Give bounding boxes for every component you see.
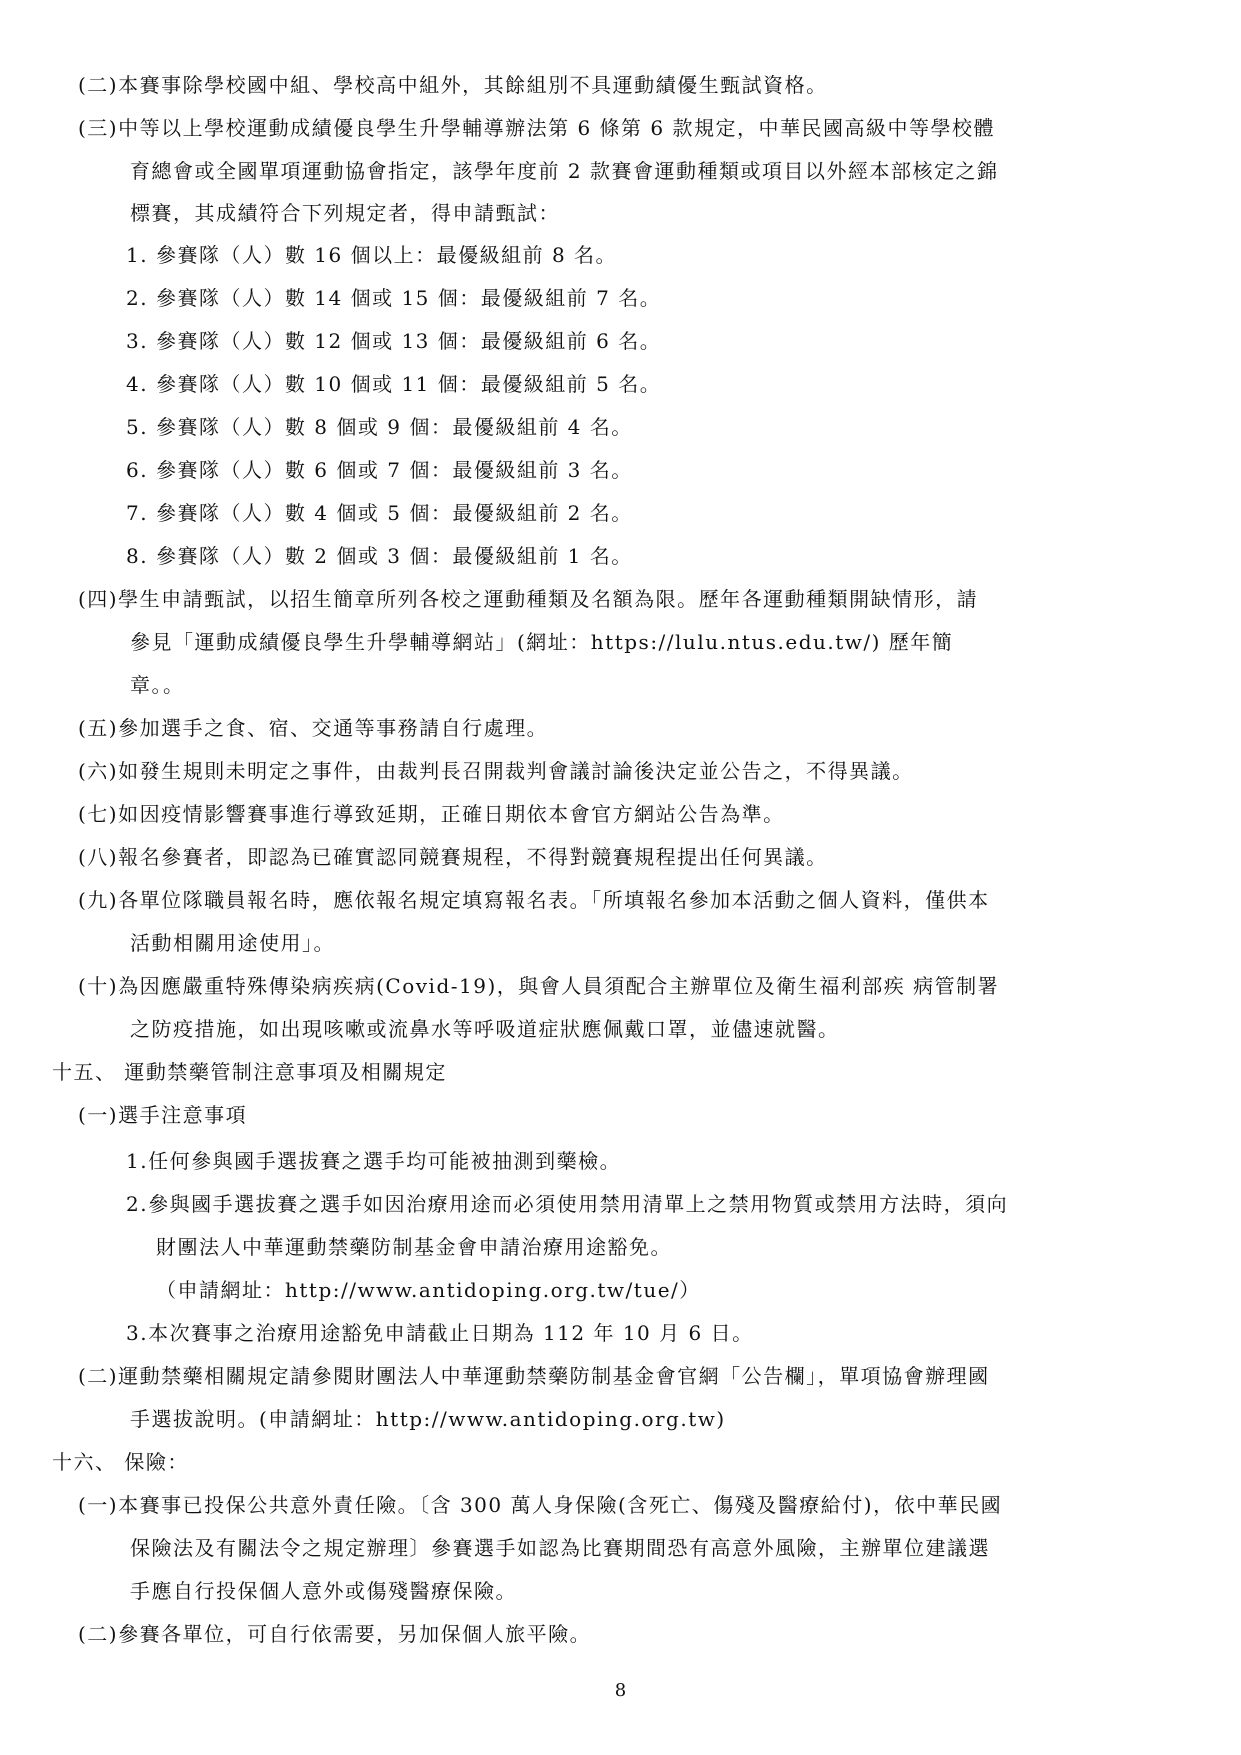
doping-note-2-line-1: 2.參與國手選拔賽之選手如因治療用途而必須使用禁用清單上之禁用物質或禁用方法時，須向 — [126, 1192, 1009, 1216]
item-3-line-2: 育總會或全國單項運動協會指定，該學年度前 2 款賽會運動種類或項目以外經本部核定之錦 — [130, 159, 999, 183]
section-16-heading: 十六、 保險： — [52, 1450, 189, 1474]
insurance-item-1-line-3: 手應自行投保個人意外或傷殘醫療保險。 — [130, 1579, 517, 1603]
insurance-item-1-line-2: 保險法及有關法令之規定辦理〕參賽選手如認為比賽期間恐有高意外風險，主辦單位建議選 — [130, 1536, 990, 1560]
ranking-rule-3: 3. 參賽隊（人）數 12 個或 13 個：最優級組前 6 名。 — [126, 329, 662, 353]
ranking-rule-4: 4. 參賽隊（人）數 10 個或 11 個：最優級組前 5 名。 — [126, 372, 662, 396]
ranking-rule-7: 7. 參賽隊（人）數 4 個或 5 個：最優級組前 2 名。 — [126, 501, 633, 525]
item-7: (七)如因疫情影響賽事進行導致延期，正確日期依本會官方網站公告為準。 — [78, 802, 785, 826]
doping-note-2-url: （申請網址：http://www.antidoping.org.tw/tue/） — [156, 1278, 701, 1302]
item-3-line-1: (三)中等以上學校運動成績優良學生升學輔導辦法第 6 條第 6 款規定，中華民國高級中等學校體 — [78, 116, 995, 140]
section-15-item-1: (一)選手注意事項 — [78, 1103, 248, 1127]
item-2-eligibility: (二)本賽事除學校國中組、學校高中組外，其餘組別不具運動績優生甄試資格。 — [78, 73, 828, 97]
ranking-rule-1: 1. 參賽隊（人）數 16 個以上：最優級組前 8 名。 — [126, 243, 618, 267]
item-8: (八)報名參賽者，即認為已確實認同競賽規程，不得對競賽規程提出任何異議。 — [78, 845, 828, 869]
section-15-item-2-line-2: 手選拔說明。(申請網址：http://www.antidoping.org.tw) — [130, 1407, 726, 1431]
page-number: 8 — [614, 1680, 627, 1701]
ranking-rule-6: 6. 參賽隊（人）數 6 個或 7 個：最優級組前 3 名。 — [126, 458, 633, 482]
item-9-line-1: (九)各單位隊職員報名時，應依報名規定填寫報名表。「所填報名參加本活動之個人資料，僅供本 — [78, 888, 990, 912]
item-4-line-2: 參見「運動成績優良學生升學輔導網站」(網址：https://lulu.ntus.edu.tw/) 歷年簡 — [130, 630, 954, 654]
section-15-heading: 十五、 運動禁藥管制注意事項及相關規定 — [52, 1060, 447, 1084]
ranking-rule-5: 5. 參賽隊（人）數 8 個或 9 個：最優級組前 4 名。 — [126, 415, 633, 439]
item-6: (六)如發生規則未明定之事件，由裁判長召開裁判會議討論後決定並公告之，不得異議。 — [78, 759, 914, 783]
insurance-item-2: (二)參賽各單位，可自行依需要，另加保個人旅平險。 — [78, 1622, 592, 1646]
item-10-line-1: (十)為因應嚴重特殊傳染病疾病(Covid-19)，與會人員須配合主辦單位及衛生福利部疾 病管制署 — [78, 974, 1000, 998]
ranking-rule-2: 2. 參賽隊（人）數 14 個或 15 個：最優級組前 7 名。 — [126, 286, 662, 310]
item-4-line-3: 章。。 — [130, 673, 185, 697]
doping-note-1: 1.任何參與國手選拔賽之選手均可能被抽測到藥檢。 — [126, 1149, 622, 1173]
item-3-line-3: 標賽，其成績符合下列規定者，得申請甄試： — [130, 201, 560, 225]
doping-note-3: 3.本次賽事之治療用途豁免申請截止日期為 112 年 10 月 6 日。 — [126, 1321, 754, 1345]
item-5: (五)參加選手之食、宿、交通等事務請自行處理。 — [78, 716, 549, 740]
ranking-rule-8: 8. 參賽隊（人）數 2 個或 3 個：最優級組前 1 名。 — [126, 544, 633, 568]
section-15-item-2-line-1: (二)運動禁藥相關規定請參閱財團法人中華運動禁藥防制基金會官網「公告欄」，單項協會辦理國 — [78, 1364, 990, 1388]
doping-note-2-line-2: 財團法人中華運動禁藥防制基金會申請治療用途豁免。 — [156, 1235, 672, 1259]
item-9-line-2: 活動相關用途使用」。 — [130, 931, 335, 955]
insurance-item-1-line-1: (一)本賽事已投保公共意外責任險。〔含 300 萬人身保險(含死亡、傷殘及醫療給付)，依中華民國 — [78, 1493, 1003, 1517]
item-10-line-2: 之防疫措施，如出現咳嗽或流鼻水等呼吸道症狀應佩戴口罩，並儘速就醫。 — [130, 1017, 840, 1041]
item-4-line-1: (四)學生申請甄試，以招生簡章所列各校之運動種類及名額為限。歷年各運動種類開缺情形，請 — [78, 587, 979, 611]
